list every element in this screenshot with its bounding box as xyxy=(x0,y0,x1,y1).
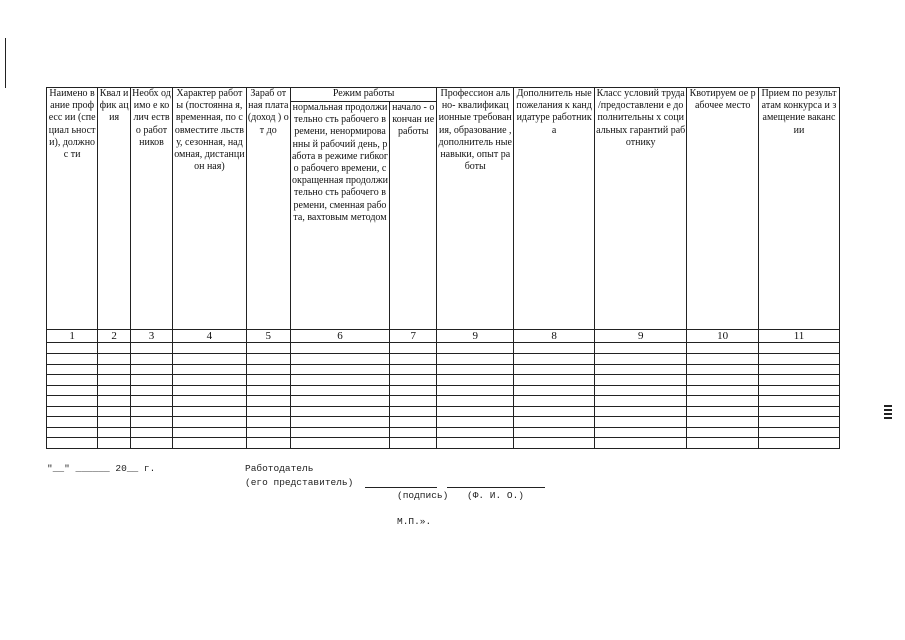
header-quota: Квотируем ое рабочее место xyxy=(687,88,759,330)
empty-row xyxy=(47,406,840,417)
margin-line xyxy=(5,38,6,88)
column-number: 11 xyxy=(759,329,840,343)
column-number: 4 xyxy=(173,329,247,343)
empty-row xyxy=(47,427,840,438)
name-caption: (Ф. И. О.) xyxy=(467,490,525,501)
date-line: "__" ______ 20__ г. xyxy=(47,463,156,474)
column-number: 9 xyxy=(437,329,514,343)
header-qualification: Квал ифик ация xyxy=(98,88,131,330)
column-number: 9 xyxy=(595,329,687,343)
header-row-1 xyxy=(47,88,840,102)
header-start-end: начало - окончан ие работы xyxy=(390,101,437,329)
signature-caption: (подпись) xyxy=(397,490,449,501)
stamp-place: М.П.». xyxy=(397,516,432,527)
employer-label: Работодатель xyxy=(245,463,314,474)
header-salary: Зараб отная плата (доход ) от до xyxy=(246,88,290,330)
representative-line xyxy=(245,477,545,488)
representative-label: (его представитель) xyxy=(245,477,354,488)
column-number: 1 xyxy=(47,329,98,343)
signature-blank xyxy=(365,478,437,488)
column-number: 5 xyxy=(246,329,290,343)
empty-row xyxy=(47,396,840,407)
empty-row xyxy=(47,375,840,386)
header-profession: Наимено вание професс ии (специал ьности), должнос ти xyxy=(47,88,98,330)
empty-row xyxy=(47,417,840,428)
page-edge-mark xyxy=(884,405,892,421)
column-number-row xyxy=(47,329,840,343)
empty-row xyxy=(47,385,840,396)
column-number: 7 xyxy=(390,329,437,343)
header-work-time-mode: нормальная продолжительно сть рабочего времени, ненормированны й рабочий день, работа в режиме гибкого рабочего времени, сокращенная продолжительно сть рабочего времени, сменная работа, вахтовым методом xyxy=(290,101,389,329)
header-required-count: Необх одимо е колич ество работ ников xyxy=(131,88,173,330)
column-number: 8 xyxy=(514,329,595,343)
header-conditions-class: Класс условий труда /предоставлени е дополнительны х социальных гарантий работнику xyxy=(595,88,687,330)
header-requirements: Профессион ально- квалификац ионные требования, образование , дополнитель ные навыки, опыт работы xyxy=(437,88,514,330)
empty-row xyxy=(47,354,840,365)
column-number: 2 xyxy=(98,329,131,343)
header-work-mode: Режим работы xyxy=(290,88,437,102)
column-number: 6 xyxy=(290,329,389,343)
header-work-nature: Характер работы (постоянна я, временная, по совместите льству, сезонная, надомная, дистанцион ная) xyxy=(173,88,247,330)
header-wishes: Дополнитель ные пожелания к кандидатуре работника xyxy=(514,88,595,330)
empty-row xyxy=(47,438,840,449)
vacancy-table xyxy=(46,87,840,449)
header-hiring: Прием по результатам конкурса и замещение вакансии xyxy=(759,88,840,330)
empty-row xyxy=(47,364,840,375)
empty-row xyxy=(47,343,840,354)
name-blank xyxy=(447,478,545,488)
column-number: 3 xyxy=(131,329,173,343)
column-number: 10 xyxy=(687,329,759,343)
